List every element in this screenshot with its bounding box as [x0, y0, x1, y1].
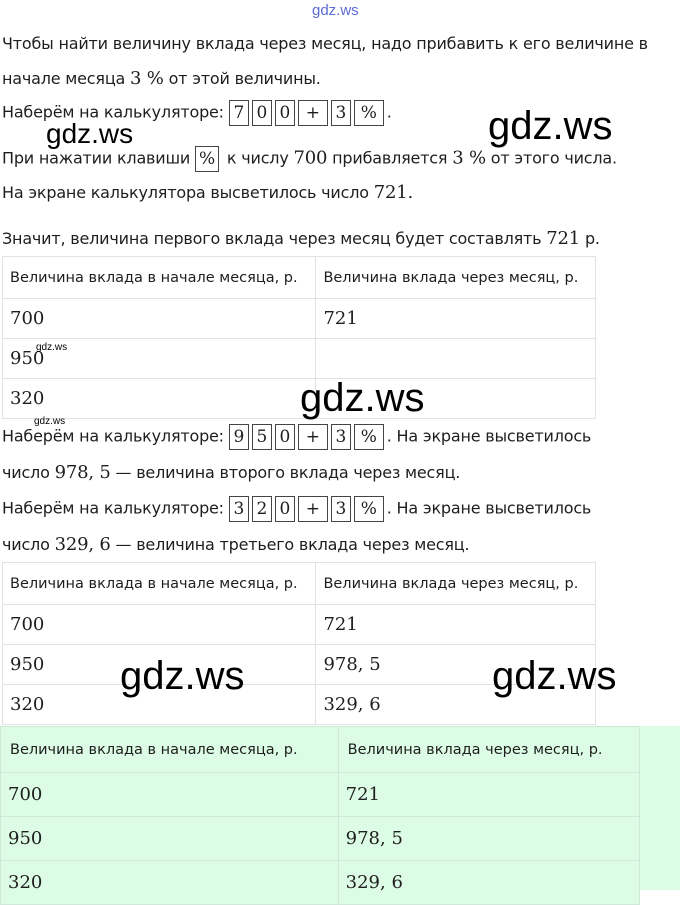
- table-cell: 700: [3, 605, 316, 645]
- table-header: Величина вклада в начале месяца, р.: [1, 727, 339, 773]
- table-cell: 721: [338, 773, 639, 817]
- watermark: gdz.ws: [36, 342, 68, 353]
- top-watermark: gdz.ws: [312, 2, 359, 19]
- digit-key: 3: [331, 496, 351, 522]
- calc-label: Наберём на калькуляторе:: [2, 426, 224, 446]
- math-number: 700: [293, 147, 328, 169]
- plus-key: +: [298, 424, 328, 450]
- paragraph-line: [2, 462, 460, 483]
- text: р.: [584, 229, 600, 248]
- text: . На экране высветилось: [386, 498, 592, 518]
- calc-keys: [229, 100, 387, 126]
- watermark: gdz.ws: [120, 654, 245, 698]
- watermark: gdz.ws: [488, 104, 613, 148]
- table-row: [3, 379, 596, 419]
- percent-key: %: [354, 496, 384, 522]
- table-cell: [316, 339, 596, 379]
- table-cell: 721: [316, 299, 596, 339]
- text: число: [2, 463, 50, 482]
- math-number: 3 %: [452, 147, 486, 169]
- table-cell: 700: [1, 773, 339, 817]
- deposit-table-2: [2, 562, 596, 725]
- plus-key: +: [298, 496, 328, 522]
- digit-key: 0: [252, 100, 272, 126]
- table-row: [3, 605, 596, 645]
- watermark: gdz.ws: [46, 118, 134, 149]
- table-header: Величина вклада через месяц, р.: [316, 563, 596, 605]
- paragraph-line: [2, 228, 600, 249]
- table-cell: 950: [1, 817, 339, 861]
- calc-keys: [229, 424, 387, 450]
- watermark: gdz.ws: [34, 416, 66, 427]
- math-number: 3 %: [130, 68, 164, 89]
- digit-key: 9: [229, 424, 249, 450]
- digit-key: 0: [275, 100, 295, 126]
- math-number: 721: [546, 228, 581, 249]
- percent-key: %: [195, 146, 219, 172]
- math-number: 329, 6: [54, 534, 111, 555]
- table-row: [3, 339, 596, 379]
- table-header: Величина вклада в начале месяца, р.: [3, 563, 316, 605]
- table-header: Величина вклада в начале месяца, р.: [3, 257, 316, 299]
- table-cell: 950: [3, 645, 316, 685]
- plus-key: +: [298, 100, 328, 126]
- table-header: Величина вклада через месяц, р.: [338, 727, 639, 773]
- text: число: [2, 535, 50, 554]
- text: — величина третьего вклада через месяц.: [115, 535, 470, 554]
- digit-key: 5: [252, 424, 272, 450]
- paragraph-line: [2, 146, 617, 172]
- table-row: [1, 773, 640, 817]
- text: от этой величины.: [168, 69, 321, 88]
- table-cell: 700: [3, 299, 316, 339]
- answer-table: [0, 726, 640, 905]
- text: На экране калькулятора высветилось число: [2, 183, 369, 202]
- calc-label: Наберём на калькуляторе:: [2, 498, 224, 518]
- digit-key: 3: [331, 424, 351, 450]
- table-row: [3, 299, 596, 339]
- watermark: gdz.ws: [492, 654, 617, 698]
- calc-label: Наберём на калькуляторе:: [2, 102, 224, 122]
- calc-keys: [229, 496, 387, 522]
- table-cell: 320: [3, 685, 316, 725]
- paragraph-line: [2, 534, 469, 555]
- text: Значит, величина первого вклада через месяц будет составлять: [2, 229, 542, 248]
- calc-instruction-3: [2, 496, 591, 522]
- digit-key: 0: [275, 496, 295, 522]
- text: При нажатии клавиши: [2, 148, 191, 168]
- percent-key: %: [354, 424, 384, 450]
- digit-key: 3: [331, 100, 351, 126]
- text: . На экране высветилось: [386, 426, 592, 446]
- table-cell: 320: [3, 379, 316, 419]
- text: .: [386, 102, 392, 122]
- digit-key: 3: [229, 496, 249, 522]
- table-row: [1, 817, 640, 861]
- watermark: gdz.ws: [300, 376, 425, 420]
- paragraph-line: [2, 68, 321, 89]
- deposit-table-1: [2, 256, 596, 419]
- text: к числу: [226, 148, 289, 168]
- text: начале месяца: [2, 69, 126, 88]
- table-cell: 320: [1, 861, 339, 905]
- calc-instruction-2: [2, 424, 591, 450]
- digit-key: 2: [252, 496, 272, 522]
- text: прибавляется: [332, 148, 448, 168]
- table-cell: 950: [3, 339, 316, 379]
- table-cell: 329, 6: [338, 861, 639, 905]
- digit-key: 7: [229, 100, 249, 126]
- text: от этого числа.: [490, 148, 617, 168]
- text: — величина второго вклада через месяц.: [115, 463, 461, 482]
- math-number: 978, 5: [54, 462, 111, 483]
- table-header: Величина вклада через месяц, р.: [316, 257, 596, 299]
- table-cell: 978, 5: [316, 645, 596, 685]
- table-cell: 978, 5: [338, 817, 639, 861]
- percent-key: %: [354, 100, 384, 126]
- digit-key: 0: [275, 424, 295, 450]
- math-number: 721.: [373, 182, 414, 203]
- table-cell: 721: [316, 605, 596, 645]
- paragraph-line: [2, 182, 413, 203]
- paragraph-line: Чтобы найти величину вклада через месяц, надо прибавить к его величине в: [2, 34, 648, 53]
- table-cell: 329, 6: [316, 685, 596, 725]
- table-row: [1, 861, 640, 905]
